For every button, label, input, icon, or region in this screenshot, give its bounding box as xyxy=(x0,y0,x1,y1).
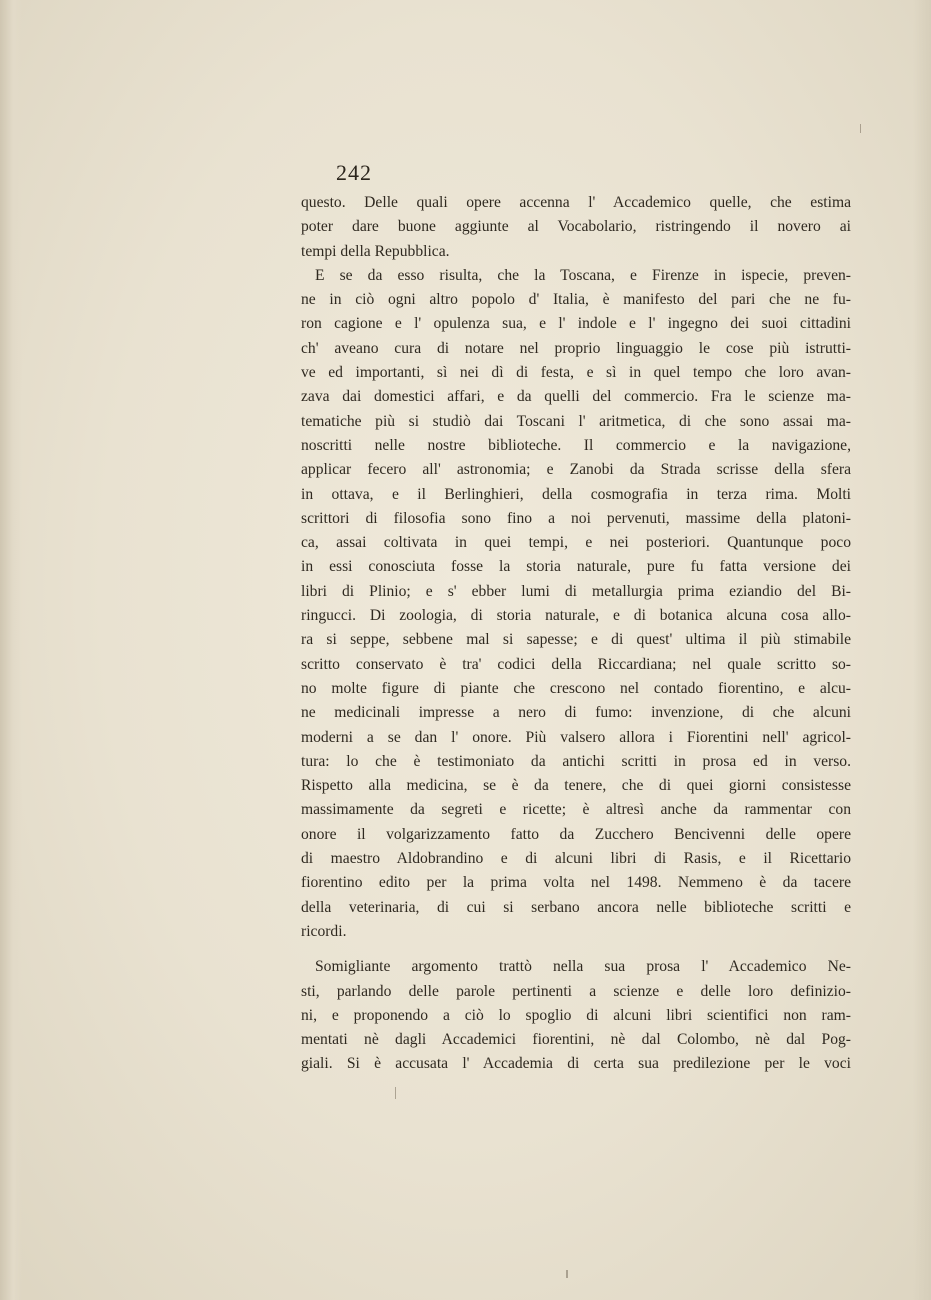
text-line: ni, e proponendo a ciò lo spoglio di alcuni libri scientifici non ram- xyxy=(301,1006,851,1024)
text-line: Rispetto alla medicina, se è da tenere, che di quei giorni consistesse xyxy=(301,777,851,795)
text-line: zava dai domestici affari, e da quelli del commercio. Fra le scienze ma- xyxy=(301,388,851,406)
text-line: scrittori di filosofia sono fino a noi pervenuti, massime della platoni- xyxy=(301,509,851,527)
text-line: in essi conosciuta fosse la storia naturale, pure fu fatta versione dei xyxy=(301,558,851,576)
paragraph-spacer xyxy=(301,944,851,955)
text-line: ra si seppe, sebbene mal si sapesse; e di quest' ultima il più stimabile xyxy=(301,631,851,649)
text-line: Somigliante argomento trattò nella sua prosa l' Accademico Ne- xyxy=(315,958,851,976)
paragraph-2 xyxy=(301,264,851,944)
paragraph-3 xyxy=(301,955,851,1076)
text-line: massimamente da segreti e ricette; è altresì anche da rammentar con xyxy=(301,801,851,819)
text-line: fiorentino edito per la prima volta nel 1498. Nemmeno è da tacere xyxy=(301,874,851,892)
text-line: E se da esso risulta, che la Toscana, e Firenze in ispecie, preven- xyxy=(315,266,851,284)
text-line: tematiche più si studiò dai Toscani l' aritmetica, di che sono assai ma- xyxy=(301,412,851,430)
text-line: in ottava, e il Berlinghieri, della cosmografia in terza rima. Molti xyxy=(301,485,851,503)
text-line: noscritti nelle nostre biblioteche. Il commercio e la navigazione, xyxy=(301,436,851,454)
text-line: sti, parlando delle parole pertinenti a scienze e delle loro definizio- xyxy=(301,982,851,1000)
text-line: di maestro Aldobrandino e di alcuni libri di Rasis, e il Ricettario xyxy=(301,850,851,868)
text-line: della veterinaria, di cui si serbano ancora nelle biblioteche scritti e xyxy=(301,898,851,916)
ink-speck xyxy=(860,124,861,133)
text-line: ringucci. Di zoologia, di storia naturale, e di botanica alcuna cosa allo- xyxy=(301,607,851,625)
text-line: applicar fecero all' astronomia; e Zanobi da Strada scrisse della sfera xyxy=(301,461,851,479)
text-line: poter dare buone aggiunte al Vocabolario, ristringendo il novero ai xyxy=(301,218,851,236)
text-line: libri di Plinio; e s' ebber lumi di metallurgia prima eziandio del Bi- xyxy=(301,582,851,600)
text-line: moderni a se dan l' onore. Più valsero allora i Fiorentini nell' agricol- xyxy=(301,728,851,746)
text-line: ricordi. xyxy=(301,922,347,940)
ink-speck xyxy=(566,1270,568,1278)
text-line: ve ed importanti, sì nei dì di festa, e sì in quel tempo che loro avan- xyxy=(301,364,851,382)
text-line: onore il volgarizzamento fatto da Zucchero Bencivenni delle opere xyxy=(301,825,851,843)
text-line: ron cagione e l' opulenza sua, e l' indole e l' ingegno dei suoi cittadini xyxy=(301,315,851,333)
text-line: scritto conservato è tra' codici della Riccardiana; nel quale scritto so- xyxy=(301,655,851,673)
text-line: tura: lo che è testimoniato da antichi scritti in prosa ed in verso. xyxy=(301,752,851,770)
text-line: ca, assai coltivata in quei tempi, e nei posteriori. Quantunque poco xyxy=(301,534,851,552)
page-number: 242 xyxy=(336,160,372,185)
paragraph-1 xyxy=(301,191,851,264)
text-line: ne in ciò ogni altro popolo d' Italia, è manifesto del pari che ne fu- xyxy=(301,291,851,309)
ink-speck xyxy=(395,1087,396,1099)
text-line: ch' aveano cura di notare nel proprio linguaggio le cose più istrutti- xyxy=(301,339,851,357)
text-line: questo. Delle quali opere accenna l' Accademico quelle, che estima xyxy=(301,194,851,211)
text-line: mentati nè dagli Accademici fiorentini, nè dal Colombo, nè dal Pog- xyxy=(301,1031,851,1049)
text-line: ne medicinali impresse a nero di fumo: invenzione, di che alcuni xyxy=(301,704,851,722)
body-text xyxy=(301,191,851,1077)
text-line: tempi della Repubblica. xyxy=(301,242,450,260)
text-line: giali. Si è accusata l' Accademia di certa sua predilezione per le voci xyxy=(301,1055,851,1073)
text-line: no molte figure di piante che crescono nel contado fiorentino, e alcu- xyxy=(301,679,851,697)
